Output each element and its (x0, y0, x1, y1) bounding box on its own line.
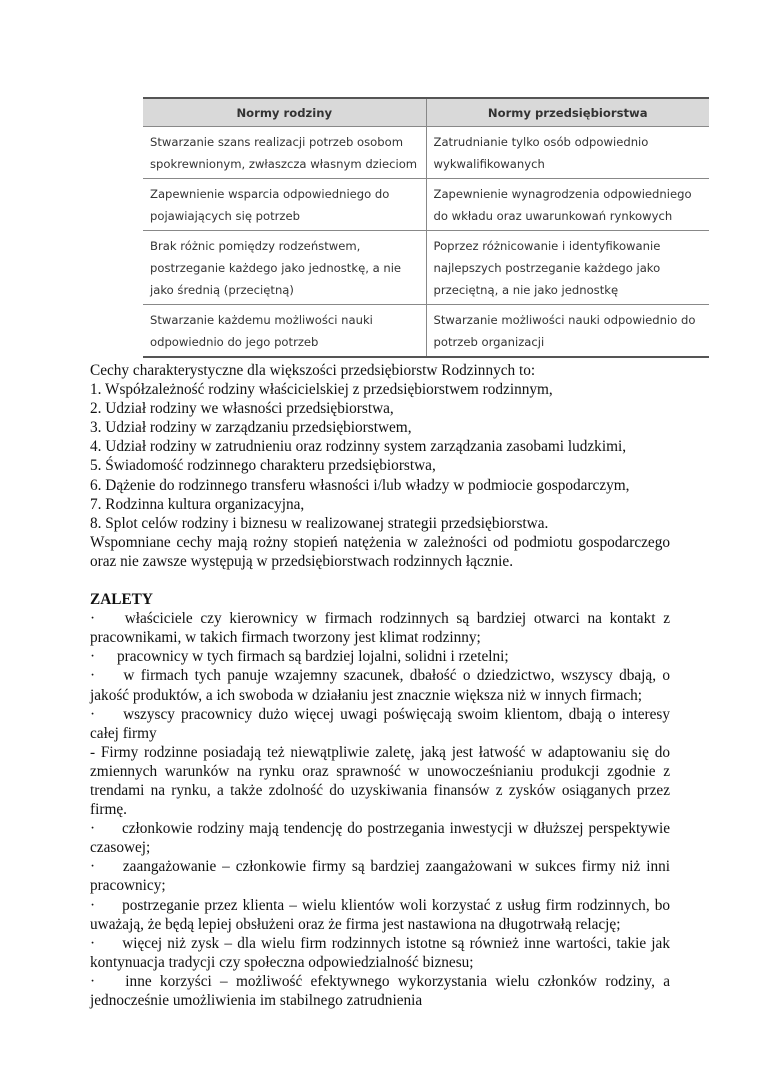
feature-item: 1. Współzależność rodziny właścicielskiej z przedsiębiorstwem rodzinnym, (90, 381, 553, 399)
bullet-text: w firmach tych panuje wzajemny szacunek, dbałość o dziedzictwo, wszyscy dbają, o jakość produktów, a ich swoboda w działaniu jest znacznie większa niż w innych firmach; (90, 667, 670, 704)
bullet-item (90, 705, 670, 743)
feature-item: 4. Udział rodziny w zatrudnieniu oraz rodzinny system zarządzania zasobami ludzkimi, (90, 438, 627, 456)
bullet-text: więcej niż zysk – dla wielu firm rodzinnych istotne są również inne wartości, takie jak kontynuacja tradycji czy społeczna odpowiedzialność biznesu; (90, 934, 670, 971)
table-row (143, 305, 709, 358)
table-cell: Stwarzanie szans realizacji potrzeb osobom spokrewnionym, zwłaszcza własnym dzieciom (143, 127, 426, 179)
feature-item: 3. Udział rodziny w zarządzaniu przedsiębiorstwem, (90, 419, 412, 437)
table-cell: Poprzez różnicowanie i identyfikowanie najlepszych postrzeganie każdego jako przeciętną, a nie jako jednostkę (426, 231, 709, 305)
table-cell: Zapewnienie wsparcia odpowiedniego do pojawiających się potrzeb (143, 179, 426, 231)
column-header: Normy rodziny (143, 98, 426, 127)
bullet-icon: · (90, 934, 96, 952)
summary-paragraph: Wspomniane cechy mają rożny stopień natężenia w zależności od podmiotu gospodarczego oraz nie zawsze występują w przedsiębiorstwach rodzinnych łącznie. (90, 533, 670, 570)
bullet-icon: · (90, 972, 96, 990)
bullet-text: członkowie rodziny mają tendencję do postrzegania inwestycji w dłuższej perspektywie czasowej; (90, 820, 671, 857)
bullet-text: wszyscy pracownicy dużo więcej uwagi poświęcają swoim klientom, dbają o interesy całej firmy (90, 705, 670, 742)
bullet-item (90, 896, 670, 934)
feature-item: 5. Świadomość rodzinnego charakteru przedsiębiorstwa, (90, 457, 436, 475)
bullet-icon: · (90, 648, 96, 666)
bullet-icon: · (90, 820, 96, 838)
table-row (143, 179, 709, 231)
table-header-row (143, 98, 709, 127)
feature-item: 8. Splot celów rodziny i biznesu w realizowanej strategii przedsiębiorstwa. (90, 514, 549, 532)
bullet-item (90, 647, 670, 666)
bullet-icon: · (90, 896, 96, 914)
bullet-text: postrzeganie przez klienta – wielu klientów woli korzystać z usług firm rodzinnych, bo uważają, że będą lepiej obsłużeni oraz że firma jest nastawiona na długotrwałą relację; (90, 896, 670, 933)
dash-paragraph: - Firmy rodzinne posiadają też niewątpliwie zaletę, jaką jest łatwość w adaptowaniu się do zmiennych warunków na rynku oraz sprawność w unowocześnianiu produkcji zgodnie z trendami na rynku, a także zdolność do uzyskiwania finansów z zysków osiąganych przez firmę. (90, 743, 670, 819)
feature-item: 7. Rodzinna kultura organizacyjna, (90, 495, 305, 513)
bullet-text: pracownicy w tych firmach są bardziej lojalni, solidni i rzetelni; (117, 648, 509, 666)
bullet-text: właściciele czy kierownicy w firmach rodzinnych są bardziej otwarci na kontakt z pracownikami, w takich firmach tworzony jest klimat rodzinny; (90, 610, 670, 647)
column-header: Normy przedsiębiorstwa (426, 98, 709, 127)
bullet-item (90, 609, 670, 647)
table-cell: Zapewnienie wynagrodzenia odpowiedniego do wkładu oraz uwarunkowań rynkowych (426, 179, 709, 231)
bullet-text: inne korzyści – możliwość efektywnego wykorzystania wielu członków rodziny, a jednocześnie umożliwienia im stabilnego zatrudnienia (90, 972, 670, 1009)
table-cell: Brak różnic pomiędzy rodzeństwem, postrzeganie każdego jako jednostkę, a nie jako średnią (przeciętną) (143, 231, 426, 305)
document-body (90, 361, 670, 1010)
feature-item: 2. Udział rodziny we własności przedsiębiorstwa, (90, 400, 394, 418)
bullet-item (90, 972, 670, 1010)
table-row (143, 127, 709, 179)
section-heading: ZALETY (90, 591, 153, 609)
norms-table (143, 97, 709, 358)
bullet-icon: · (90, 610, 96, 628)
bullet-item (90, 934, 670, 972)
bullet-icon: · (90, 858, 96, 876)
table-row (143, 231, 709, 305)
feature-item: 6. Dążenie do rodzinnego transferu własności i/lub władzy w podmiocie gospodarczym, (90, 476, 630, 494)
table-cell: Zatrudnianie tylko osób odpowiednio wykwalifikowanych (426, 127, 709, 179)
table-cell: Stwarzanie każdemu możliwości nauki odpowiednio do jego potrzeb (143, 305, 426, 358)
bullet-text: zaangażowanie – członkowie firmy są bardziej zaangażowani w sukces firmy niż inni pracownicy; (90, 858, 670, 895)
bullet-icon: · (90, 705, 96, 723)
bullet-icon: · (90, 667, 96, 685)
intro-line: Cechy charakterystyczne dla większości przedsiębiorstw Rodzinnych to: (90, 362, 536, 379)
bullet-item (90, 666, 670, 704)
table-cell: Stwarzanie możliwości nauki odpowiednio do potrzeb organizacji (426, 305, 709, 358)
bullet-item (90, 857, 670, 895)
bullet-item (90, 819, 670, 857)
